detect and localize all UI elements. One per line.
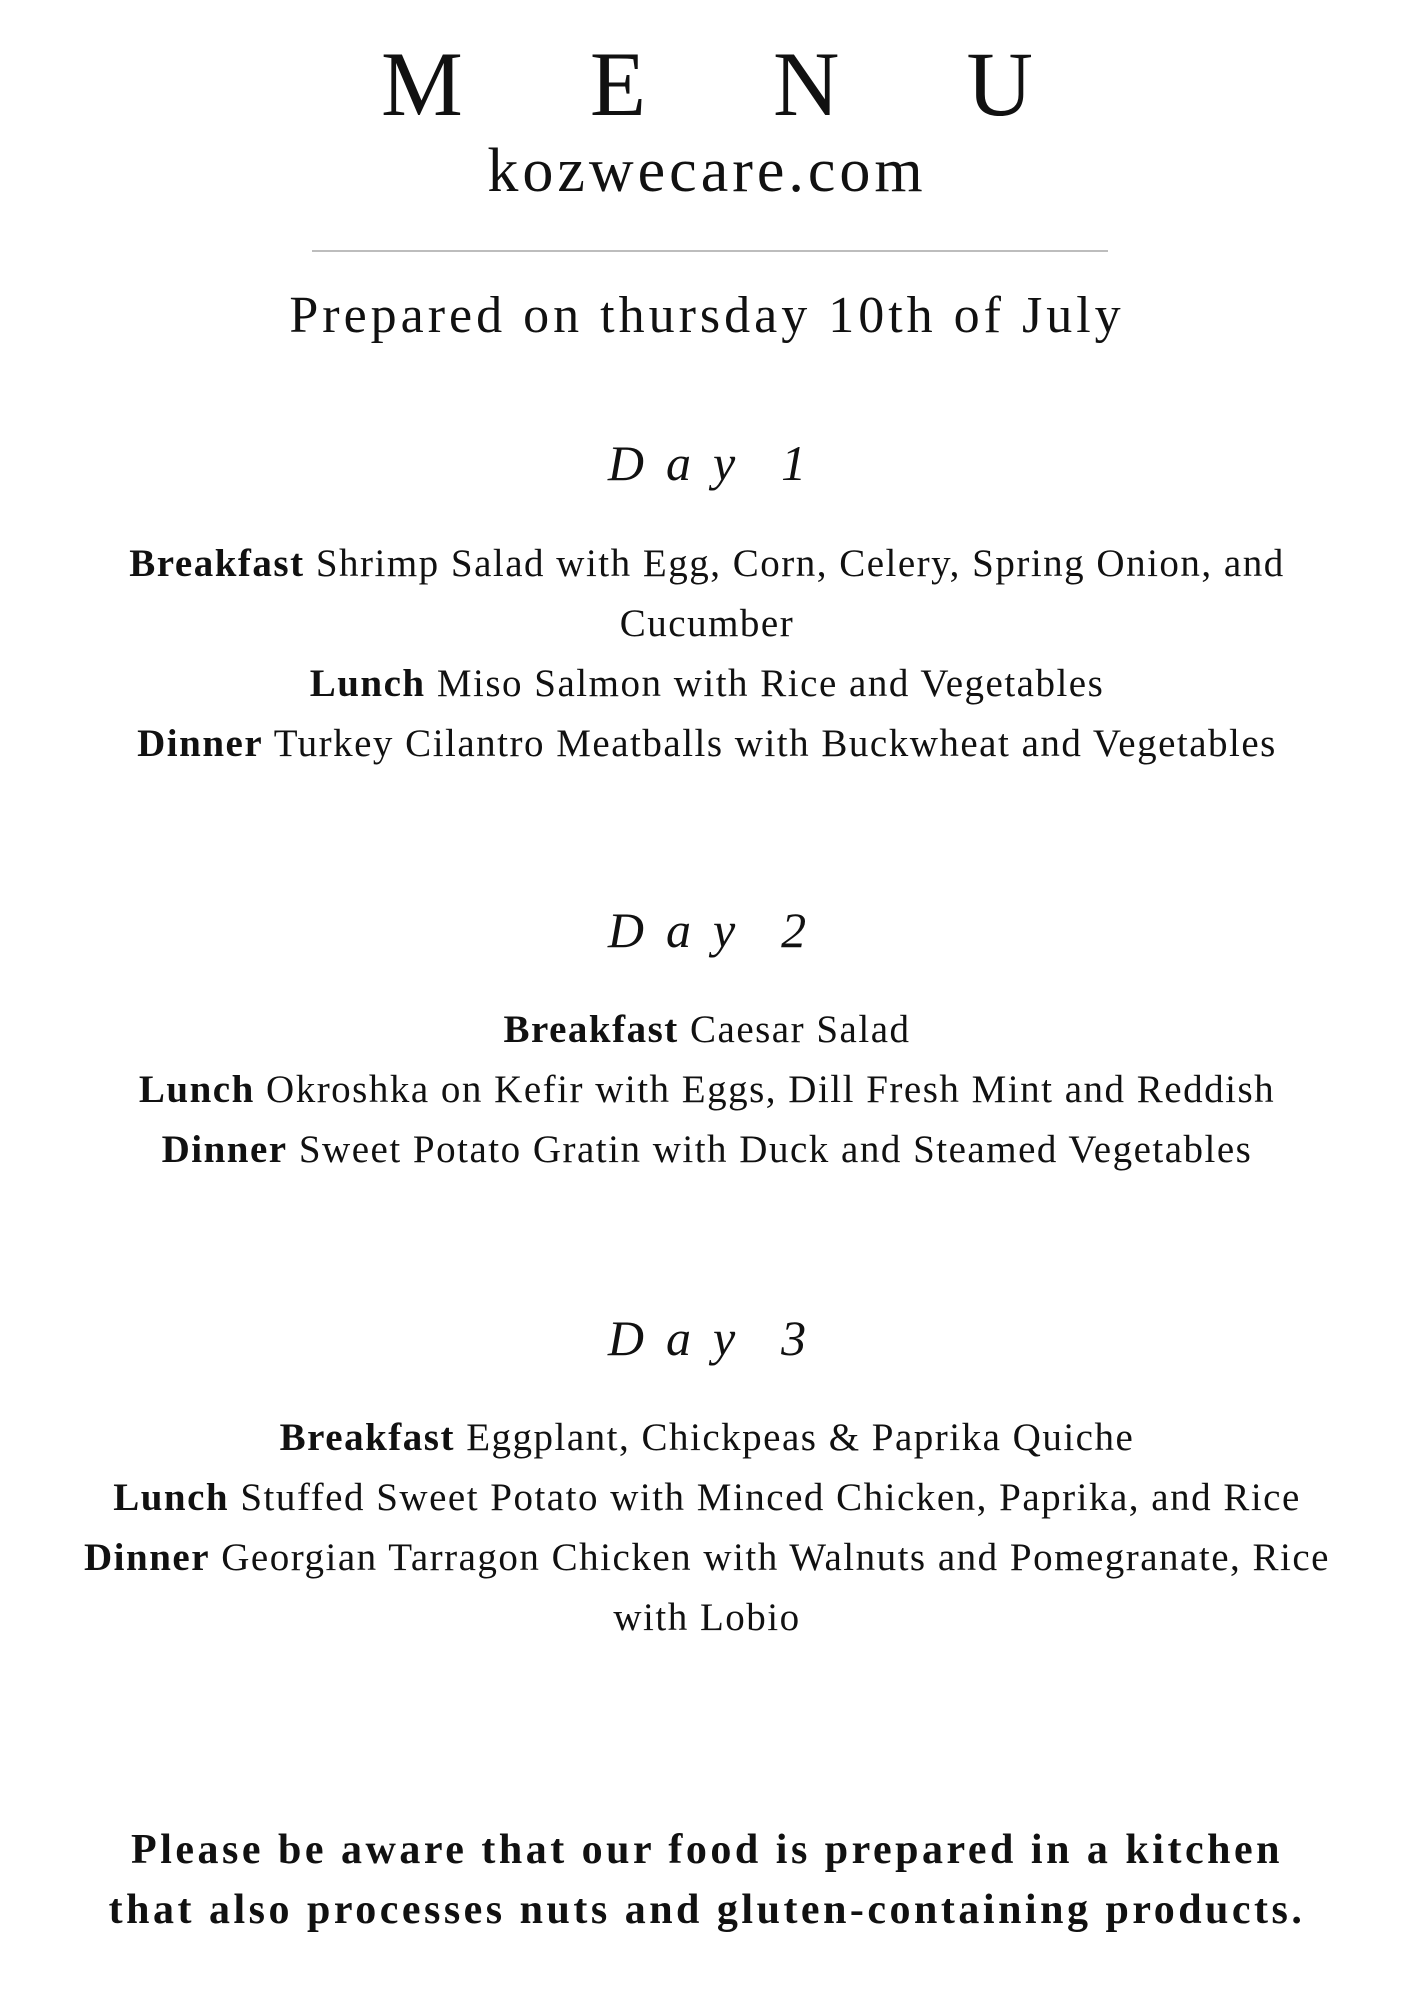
meal-label: Lunch xyxy=(138,1068,255,1111)
notice-line: that also processes nuts and gluten-containing products. xyxy=(108,1887,1306,1933)
meal-dinner xyxy=(0,714,1414,774)
day-label: Day xyxy=(607,435,758,491)
meal-dinner xyxy=(0,1120,1414,1180)
meal-breakfast xyxy=(0,1000,1414,1060)
meal-breakfast xyxy=(0,1408,1414,1468)
day-label: Day xyxy=(607,902,758,958)
notice-line: Please be aware that our food is prepared in a kitchen xyxy=(131,1827,1283,1873)
meal-dish: Georgian Tarragon Chicken with Walnuts and Pomegranate, Rice with Lobio xyxy=(221,1536,1330,1639)
meal-label: Dinner xyxy=(84,1536,211,1579)
meal-lunch xyxy=(0,1468,1414,1528)
meal-label: Breakfast xyxy=(503,1008,679,1051)
prepared-date: Prepared on thursday 10th of July xyxy=(289,287,1125,344)
meal-label: Breakfast xyxy=(279,1416,455,1459)
menu-title: M E N U xyxy=(381,33,1085,135)
meal-dish: Turkey Cilantro Meatballs with Buckwheat and Vegetables xyxy=(273,722,1277,765)
meal-label: Dinner xyxy=(137,722,264,765)
day-number: 3 xyxy=(781,1310,829,1366)
meal-lunch xyxy=(0,654,1414,714)
day-3-heading xyxy=(0,1310,1414,1366)
meal-dish: Eggplant, Chickpeas & Paprika Quiche xyxy=(466,1416,1135,1459)
meal-lunch xyxy=(0,1060,1414,1120)
divider xyxy=(312,250,1108,252)
day-label: Day xyxy=(607,1310,758,1366)
meal-dish: Caesar Salad xyxy=(690,1008,911,1051)
meal-dish: Sweet Potato Gratin with Duck and Steamed Vegetables xyxy=(298,1128,1253,1171)
day-number: 1 xyxy=(781,435,829,491)
meal-dish: Shrimp Salad with Egg, Corn, Celery, Spring Onion, and Cucumber xyxy=(315,542,1285,645)
website-text: kozwecare.com xyxy=(487,137,927,205)
allergen-notice xyxy=(0,1820,1414,1940)
day-1-meals xyxy=(0,534,1414,774)
day-2-meals xyxy=(0,1000,1414,1180)
day-1-heading xyxy=(0,435,1414,491)
meal-label: Dinner xyxy=(161,1128,288,1171)
meal-dinner xyxy=(0,1528,1414,1648)
meal-label: Breakfast xyxy=(129,542,305,585)
meal-dish: Miso Salmon with Rice and Vegetables xyxy=(436,662,1105,705)
day-2-heading xyxy=(0,902,1414,958)
day-number: 2 xyxy=(781,902,829,958)
meal-dish: Stuffed Sweet Potato with Minced Chicken, Paprika, and Rice xyxy=(240,1476,1301,1519)
meal-breakfast xyxy=(0,534,1414,654)
meal-label: Lunch xyxy=(113,1476,230,1519)
meal-dish: Okroshka on Kefir with Eggs, Dill Fresh Mint and Reddish xyxy=(266,1068,1276,1111)
meal-label: Lunch xyxy=(309,662,426,705)
day-3-meals xyxy=(0,1408,1414,1648)
